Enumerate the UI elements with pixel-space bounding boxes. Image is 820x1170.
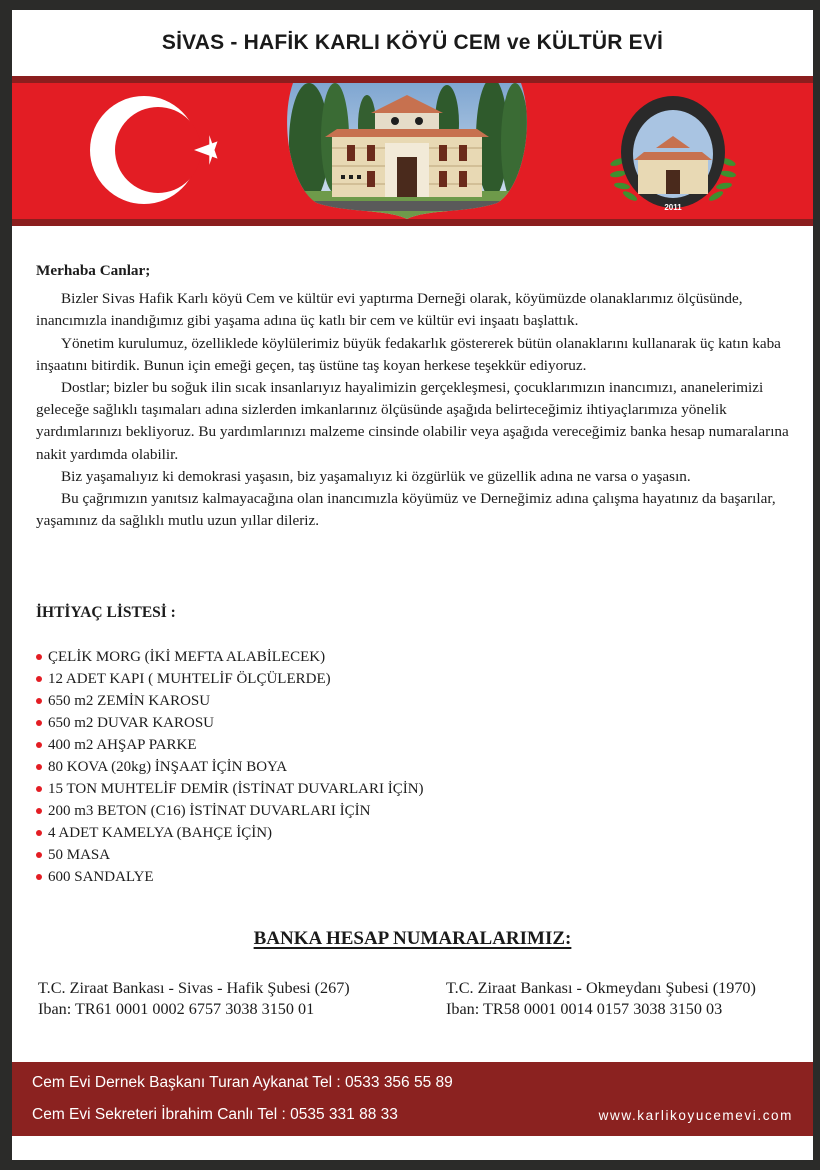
- contact-footer: [12, 1062, 813, 1136]
- bank-account-1: [38, 978, 350, 1020]
- president-contact: Cem Evi Dernek Başkanı Turan Aykanat Tel : 0533 356 55 89: [32, 1074, 453, 1091]
- building-photo: [287, 83, 527, 219]
- bullet-icon: [36, 742, 42, 748]
- list-item: ÇELİK MORG (İKİ MEFTA ALABİLECEK): [36, 646, 424, 668]
- greeting: Merhaba Canlar;: [36, 262, 151, 279]
- bullet-icon: [36, 852, 42, 858]
- secretary-contact: Cem Evi Sekreteri İbrahim Canlı Tel : 0535 331 88 33: [32, 1106, 398, 1123]
- list-item: 80 KOVA (20kg) İNŞAAT İÇİN BOYA: [36, 756, 424, 778]
- page-title: SİVAS - HAFİK KARLI KÖYÜ CEM ve KÜLTÜR EVİ: [161, 31, 664, 54]
- bank-iban: Iban: TR58 0001 0014 0157 3038 3150 03: [446, 1000, 723, 1018]
- banner-top-stripe: [12, 76, 813, 83]
- banner-bottom-stripe: [12, 219, 813, 226]
- bullet-icon: [36, 764, 42, 770]
- letter-paragraph: Biz yaşamalıyız ki demokrasi yaşasın, biz yaşamalıyız ki özgürlük ve güzellik adına ne varsa o yaşasın.: [61, 467, 691, 485]
- website-link[interactable]: www.karlikoyucemevi.com: [598, 1108, 793, 1123]
- letter-paragraph: Bizler Sivas Hafik Karlı köyü Cem ve kültür evi yaptırma Derneği olarak, köyümüzde olanaklarımız ölçüsünde, inancımızla inandığımız gibi yaşama adına üç katlı bir cem ve kültür evi inşaatı başlattık.: [36, 290, 743, 330]
- bullet-icon: [36, 786, 42, 792]
- list-item: 15 TON MUHTELİF DEMİR (İSTİNAT DUVARLARI İÇİN): [36, 778, 424, 800]
- header-banner: [12, 76, 813, 226]
- poster-page: [12, 10, 813, 1160]
- bank-iban: Iban: TR61 0001 0002 6757 3038 3150 01: [38, 1000, 315, 1018]
- letter-paragraph: Bu çağrımızın yanıtsız kalmayacağına olan inancımızla köyümüz ve Derneğimiz adına çalışma hayatınız da başarılar, yaşamınız da sağlıklı mutlu uzun yıllar dileriz.: [36, 490, 776, 530]
- bank-account-2: [446, 978, 756, 1020]
- bank-branch: T.C. Ziraat Bankası - Okmeydanı Şubesi (1970): [446, 979, 756, 997]
- list-item: 400 m2 AHŞAP PARKE: [36, 734, 424, 756]
- turkish-crescent-star-icon: [82, 88, 242, 212]
- list-item: 4 ADET KAMELYA (BAHÇE İÇİN): [36, 822, 424, 844]
- list-item: 650 m2 ZEMİN KAROSU: [36, 690, 424, 712]
- bank-branch: T.C. Ziraat Bankası - Sivas - Hafik Şubesi (267): [38, 979, 350, 997]
- list-item: 50 MASA: [36, 844, 424, 866]
- letter-paragraph: Dostlar; bizler bu soğuk ilin sıcak insanlarıyız hayalimizin gerçekleşmesi, çocuklarımızın inancımızı, ananelerimizi geleceğe sağlıklı taşımaları adına sizlerden imkanlarınız ölçüsünde aşağıda belirteceğimiz ihtiyaçlarımıza yönelik yardımlarınızı bekliyoruz. Bu yardımlarınızı malzeme cinsinde olabilir veya aşağıda vereceğimiz banka hesap numaralarına nakit yardımda olabilir.: [36, 379, 789, 463]
- letter-body: [36, 260, 806, 532]
- bullet-icon: [36, 830, 42, 836]
- list-item: 650 m2 DUVAR KAROSU: [36, 712, 424, 734]
- association-logo: [604, 92, 742, 218]
- bullet-icon: [36, 808, 42, 814]
- bullet-icon: [36, 720, 42, 726]
- list-item: 12 ADET KAPI ( MUHTELİF ÖLÇÜLERDE): [36, 668, 424, 690]
- needs-list-title: İHTİYAÇ LİSTESİ :: [36, 604, 176, 621]
- bullet-icon: [36, 874, 42, 880]
- logo-year: 2011: [664, 203, 682, 212]
- bullet-icon: [36, 676, 42, 682]
- list-item: 600 SANDALYE: [36, 866, 424, 888]
- needs-list: [36, 646, 424, 888]
- bullet-icon: [36, 698, 42, 704]
- bullet-icon: [36, 654, 42, 660]
- letter-paragraph: Yönetim kurulumuz, özelliklede köylülerimiz büyük fedakarlık göstererek bütün olanaklarını kullanarak üç katın kaba inşaatını bitirdik. Bunun için emeği geçen, taş üstüne taş koyan herkese teşekkür ediyoruz.: [36, 334, 781, 374]
- bank-accounts-title: BANKA HESAP NUMARALARIMIZ:: [253, 928, 572, 949]
- list-item: 200 m3 BETON (C16) İSTİNAT DUVARLARI İÇİN: [36, 800, 424, 822]
